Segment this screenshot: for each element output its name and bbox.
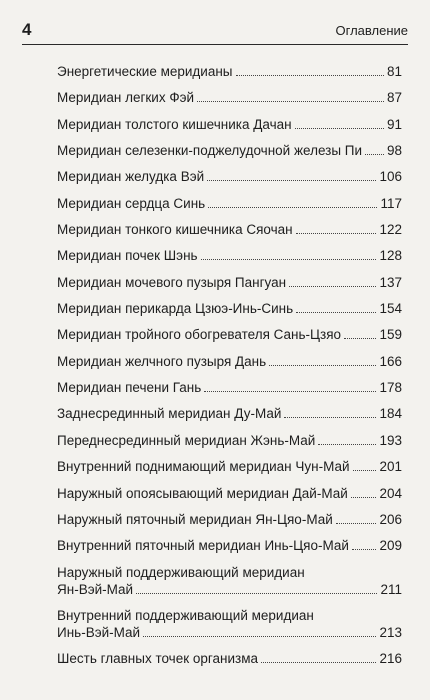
dot-leader (136, 593, 377, 594)
toc-entry (57, 564, 402, 598)
toc-entry (57, 195, 402, 212)
toc-entry-page: 154 (379, 301, 402, 317)
toc-entry (57, 405, 402, 422)
dot-leader (269, 365, 376, 366)
toc-entry-title: Меридиан тонкого кишечника Сяочан (57, 222, 293, 238)
toc-entry (57, 116, 402, 133)
toc-entry (57, 511, 402, 528)
toc-entry-title: Внутренний поднимающий меридиан Чун-Май (57, 459, 350, 475)
toc-entry-title: Меридиан мочевого пузыря Пангуан (57, 274, 287, 290)
dot-leader (352, 549, 377, 550)
toc-entry-page: 98 (386, 143, 402, 159)
section-title: Оглавление (335, 23, 408, 38)
page-number: 4 (22, 20, 32, 39)
toc-entry-title: Меридиан селезенки-поджелудочной железы Пи (57, 143, 363, 159)
toc-entry-page: 204 (379, 485, 402, 501)
dot-leader (197, 101, 384, 102)
toc-entry-page: 137 (379, 274, 402, 290)
toc-entry-title: Меридиан желудка Вэй (57, 169, 205, 185)
dot-leader (318, 444, 376, 445)
toc-entry (57, 274, 402, 291)
toc-entry-title: Меридиан сердца Синь (57, 195, 206, 211)
toc-entry-page: 178 (379, 380, 402, 396)
toc-entry-page: 91 (386, 116, 402, 132)
toc-entry-title-line2: Ян-Вэй-Май (57, 581, 134, 597)
toc-entry-title: Меридиан желчного пузыря Дань (57, 353, 267, 369)
toc-entry-title: Меридиан тройного обогревателя Сань-Цзяо (57, 327, 342, 343)
dot-leader (143, 636, 376, 637)
toc-entry-title: Меридиан почек Шэнь (57, 248, 198, 264)
dot-leader (261, 662, 376, 663)
toc-entry-page: 193 (379, 432, 402, 448)
toc-entry-page: 213 (379, 624, 402, 640)
page-header (22, 20, 408, 44)
toc-entry (57, 221, 402, 238)
dot-leader (336, 523, 377, 524)
dot-leader (296, 233, 377, 234)
toc-entry (57, 650, 402, 667)
toc-entry-page: 201 (379, 459, 402, 475)
toc-entry-page: 128 (379, 248, 402, 264)
toc-entry-title: Меридиан легких Фэй (57, 90, 195, 106)
dot-leader (207, 180, 376, 181)
toc-entry-title: Шесть главных точек организма (57, 651, 259, 667)
dot-leader (353, 470, 377, 471)
dot-leader (365, 154, 384, 155)
toc-entry-page: 166 (379, 353, 402, 369)
toc-entry-title: Наружный пяточный меридиан Ян-Цяо-Май (57, 511, 333, 527)
toc-entry (57, 247, 402, 264)
toc-entry-title-line1: Внутренний поддерживающий меридиан (57, 607, 314, 623)
dot-leader (208, 207, 377, 208)
toc-entry-title: Меридиан толстого кишечника Дачан (57, 116, 292, 132)
toc-entry (57, 300, 402, 317)
toc-entry-page: 159 (379, 327, 402, 343)
dot-leader (201, 259, 377, 260)
toc-entry-title: Меридиан перикарда Цзюэ-Инь-Синь (57, 301, 294, 317)
toc-entry-page: 117 (380, 195, 402, 211)
dot-leader (289, 286, 376, 287)
dot-leader (204, 391, 376, 392)
dot-leader (296, 312, 376, 313)
toc-entry-page: 81 (386, 64, 402, 79)
toc-entry (57, 458, 402, 475)
toc-entry (57, 63, 402, 80)
toc-entry (57, 537, 402, 554)
toc-entry (57, 353, 402, 370)
toc-entry-page: 216 (379, 651, 402, 667)
toc-entry-page: 122 (379, 222, 402, 238)
toc-entry-page: 209 (379, 538, 402, 554)
toc-entry-title-line2: Инь-Вэй-Май (57, 624, 141, 640)
toc-entry-title: Внутренний пяточный меридиан Инь-Цяо-Май (57, 538, 349, 554)
toc-entry-page: 106 (379, 169, 402, 185)
toc-entry-title: Энергетические меридианы (57, 64, 233, 79)
toc-entry (57, 432, 402, 449)
toc-entry (57, 379, 402, 396)
toc-entry (57, 607, 402, 641)
toc-entry-page: 206 (379, 511, 402, 527)
toc-entry (57, 142, 402, 159)
dot-leader (351, 497, 377, 498)
toc-entry-title: Переднесрединный меридиан Жэнь-Май (57, 432, 316, 448)
toc-entry (57, 168, 402, 185)
toc-entry (57, 485, 402, 502)
toc-entry-title: Заднесрединный меридиан Ду-Май (57, 406, 282, 422)
header-divider (22, 44, 408, 45)
toc-entry (57, 89, 402, 106)
toc-entry-title: Меридиан печени Гань (57, 380, 202, 396)
dot-leader (284, 417, 376, 418)
table-of-contents (57, 63, 402, 677)
toc-entry-title: Наружный опоясывающий меридиан Дай-Май (57, 485, 348, 501)
dot-leader (295, 128, 384, 129)
toc-entry-page: 87 (386, 90, 402, 106)
toc-entry-page: 211 (380, 581, 402, 597)
dot-leader (344, 338, 376, 339)
toc-entry (57, 326, 402, 343)
toc-entry-title-line1: Наружный поддерживающий меридиан (57, 564, 305, 580)
dot-leader (236, 75, 384, 76)
toc-entry-page: 184 (379, 406, 402, 422)
